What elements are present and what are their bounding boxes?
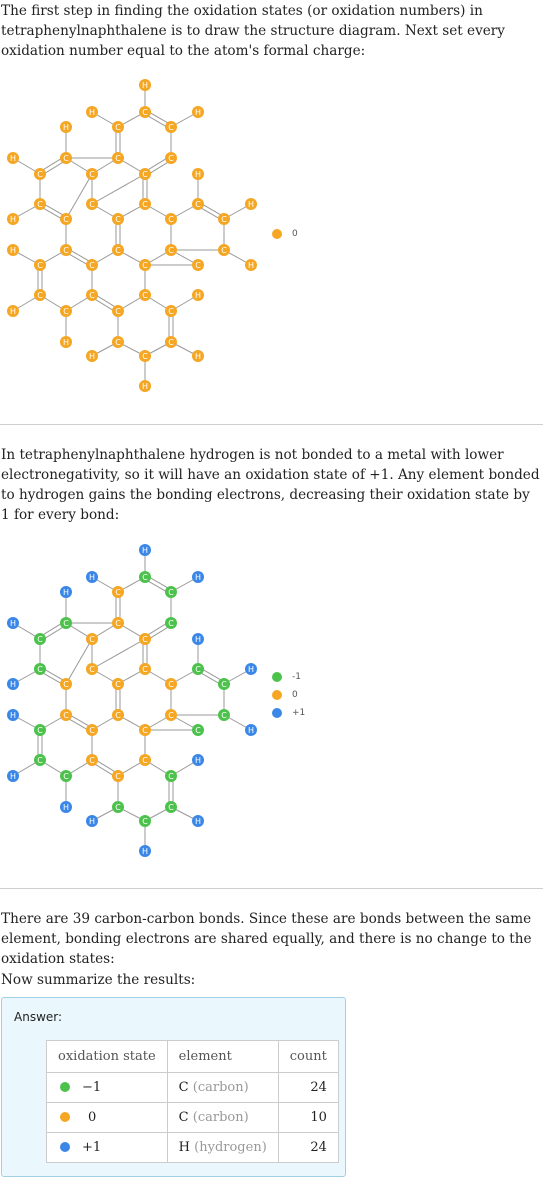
intro-paragraph: The first step in finding the oxidation states (or oxidation numbers) in tetraphenylnaphthalene is to draw the structure diagram. Next set every oxidation number equal to the atom's formal charge: xyxy=(1,3,505,59)
results-table xyxy=(46,1040,339,1163)
atom-label: H xyxy=(247,726,255,735)
atom-label: C xyxy=(168,619,174,628)
atom-label: C xyxy=(115,123,121,132)
atom-label: C xyxy=(89,756,95,765)
atom-label: C xyxy=(115,680,121,689)
atom-label: C xyxy=(142,726,148,735)
atom-label: C xyxy=(168,307,174,316)
atom-label: H xyxy=(194,352,202,361)
bond-line xyxy=(92,174,145,204)
element-symbol: H xyxy=(178,1140,191,1155)
table-row xyxy=(47,1073,339,1103)
atom-label: C xyxy=(37,665,43,674)
count-cell: 10 xyxy=(278,1103,338,1133)
atom-label: C xyxy=(37,635,43,644)
count-cell: 24 xyxy=(278,1133,338,1163)
atom-label: C xyxy=(142,352,148,361)
atom-label: C xyxy=(115,772,121,781)
atom-label: H xyxy=(88,817,96,826)
atom-label: H xyxy=(62,338,70,347)
atom-label: C xyxy=(142,817,148,826)
header-element: element xyxy=(167,1041,278,1073)
element-symbol: C xyxy=(178,1080,189,1095)
atom-label: C xyxy=(115,154,121,163)
table-header-row xyxy=(47,1041,339,1073)
atom-label: C xyxy=(115,588,121,597)
atom-label: H xyxy=(247,261,255,270)
carbon-bonds-paragraph: There are 39 carbon-carbon bonds. Since these are bonds between the same element, bonding electrons are shared equally, and there is no change to the oxidation states: xyxy=(1,911,532,967)
atom-label: C xyxy=(63,619,69,628)
color-dot-icon xyxy=(60,1112,70,1122)
atom-label: C xyxy=(195,261,201,270)
atom-label: H xyxy=(9,680,17,689)
legend-dot-icon xyxy=(272,672,282,682)
atom-label: H xyxy=(9,619,17,628)
atom-label: H xyxy=(194,756,202,765)
atom-label: C xyxy=(168,154,174,163)
atom-label: C xyxy=(89,726,95,735)
oxidation-state-cell xyxy=(47,1133,168,1163)
color-dot-icon xyxy=(60,1142,70,1152)
oxidation-state-cell xyxy=(47,1073,168,1103)
atom-label: C xyxy=(142,291,148,300)
atom-label: C xyxy=(195,665,201,674)
atom-label: H xyxy=(62,123,70,132)
atom-label: H xyxy=(9,307,17,316)
atom-label: C xyxy=(115,215,121,224)
atom-label: C xyxy=(63,680,69,689)
atom-label: H xyxy=(194,291,202,300)
atom-label: C xyxy=(168,803,174,812)
atom-label: C xyxy=(115,338,121,347)
element-cell xyxy=(167,1133,278,1163)
answer-box xyxy=(1,997,346,1177)
atom-label: H xyxy=(62,803,70,812)
summary-paragraph: Now summarize the results: xyxy=(1,972,196,988)
structure-diagram-oxidation-states xyxy=(0,535,300,865)
element-cell xyxy=(167,1073,278,1103)
atom-label: H xyxy=(194,170,202,179)
atom-label: C xyxy=(63,772,69,781)
atom-label: C xyxy=(142,665,148,674)
legend-label: -1 xyxy=(292,672,301,682)
element-name: (hydrogen) xyxy=(194,1140,267,1155)
oxidation-state-value: 0 xyxy=(88,1110,97,1125)
atom-label: C xyxy=(195,726,201,735)
atom-label: C xyxy=(89,635,95,644)
atom-label: C xyxy=(37,170,43,179)
element-name: (carbon) xyxy=(192,1110,249,1125)
legend-dot-icon xyxy=(272,708,282,718)
legend-label: 0 xyxy=(292,229,298,239)
bond-line xyxy=(66,639,92,684)
atom-label: C xyxy=(142,170,148,179)
bond-line xyxy=(92,639,145,669)
atom-label: H xyxy=(141,81,149,90)
atom-label: C xyxy=(168,215,174,224)
atom-label: C xyxy=(168,123,174,132)
atom-label: C xyxy=(63,246,69,255)
table-row xyxy=(47,1103,339,1133)
element-cell xyxy=(167,1103,278,1133)
atom-label: H xyxy=(9,246,17,255)
header-count: count xyxy=(278,1041,338,1073)
atom-label: C xyxy=(142,108,148,117)
atom-label: H xyxy=(9,154,17,163)
atom-label: C xyxy=(168,338,174,347)
atom-label: H xyxy=(194,573,202,582)
answer-label: Answer: xyxy=(14,1010,63,1024)
atom-label: C xyxy=(195,200,201,209)
atom-label: C xyxy=(63,307,69,316)
atom-label: H xyxy=(88,573,96,582)
atom-label: H xyxy=(141,847,149,856)
atom-label: C xyxy=(168,711,174,720)
header-oxidation-state: oxidation state xyxy=(47,1041,168,1073)
atom-label: C xyxy=(221,215,227,224)
legend-label: +1 xyxy=(292,708,306,718)
atom-label: C xyxy=(168,772,174,781)
bond-line xyxy=(66,174,92,219)
atom-label: C xyxy=(63,711,69,720)
count-cell: 24 xyxy=(278,1073,338,1103)
atom-label: H xyxy=(194,817,202,826)
atom-label: H xyxy=(247,200,255,209)
atom-label: C xyxy=(142,573,148,582)
element-symbol: C xyxy=(178,1110,189,1125)
atom-label: H xyxy=(9,711,17,720)
atom-label: H xyxy=(9,772,17,781)
atom-label: C xyxy=(37,261,43,270)
oxidation-state-value: +1 xyxy=(82,1140,102,1155)
legend-label: 0 xyxy=(292,690,298,700)
atom-label: H xyxy=(9,215,17,224)
atom-label: C xyxy=(89,261,95,270)
atom-label: C xyxy=(168,588,174,597)
atom-label: C xyxy=(63,154,69,163)
atom-label: C xyxy=(37,200,43,209)
atom-label: H xyxy=(88,108,96,117)
atom-label: C xyxy=(89,200,95,209)
atom-label: C xyxy=(37,291,43,300)
atom-label: H xyxy=(88,352,96,361)
color-dot-icon xyxy=(60,1082,70,1092)
oxidation-state-value: −1 xyxy=(82,1080,102,1095)
atom-label: C xyxy=(89,170,95,179)
atom-label: C xyxy=(115,619,121,628)
atom-label: H xyxy=(194,635,202,644)
atom-label: C xyxy=(37,756,43,765)
divider xyxy=(0,888,543,889)
atom-label: C xyxy=(221,711,227,720)
atom-label: C xyxy=(89,665,95,674)
atom-label: C xyxy=(37,726,43,735)
atom-label: H xyxy=(247,665,255,674)
atom-label: C xyxy=(142,756,148,765)
atom-label: H xyxy=(62,588,70,597)
atom-label: C xyxy=(168,680,174,689)
atom-label: C xyxy=(89,291,95,300)
atom-label: C xyxy=(115,307,121,316)
atom-label: C xyxy=(115,711,121,720)
atom-label: C xyxy=(221,680,227,689)
table-row xyxy=(47,1133,339,1163)
hydrogen-paragraph: In tetraphenylnaphthalene hydrogen is not bonded to a metal with lower electronegativity, so it will have an oxidation state of +1. Any element bonded to hydrogen gains the bonding electrons, decreasing their oxidation state by 1 for every bond: xyxy=(1,447,540,523)
legend-dot-icon xyxy=(272,690,282,700)
structure-diagram-formal-charge xyxy=(0,70,300,410)
atom-label: C xyxy=(168,246,174,255)
element-name: (carbon) xyxy=(192,1080,249,1095)
atom-label: C xyxy=(115,246,121,255)
atom-label: C xyxy=(63,215,69,224)
atom-label: C xyxy=(115,803,121,812)
atom-label: C xyxy=(142,200,148,209)
atom-label: C xyxy=(142,261,148,270)
atom-label: C xyxy=(142,635,148,644)
atom-label: H xyxy=(141,546,149,555)
oxidation-state-cell xyxy=(47,1103,168,1133)
divider xyxy=(0,424,543,425)
atom-label: H xyxy=(141,382,149,391)
legend-dot-icon xyxy=(272,229,282,239)
atom-label: C xyxy=(221,246,227,255)
atom-label: H xyxy=(194,108,202,117)
